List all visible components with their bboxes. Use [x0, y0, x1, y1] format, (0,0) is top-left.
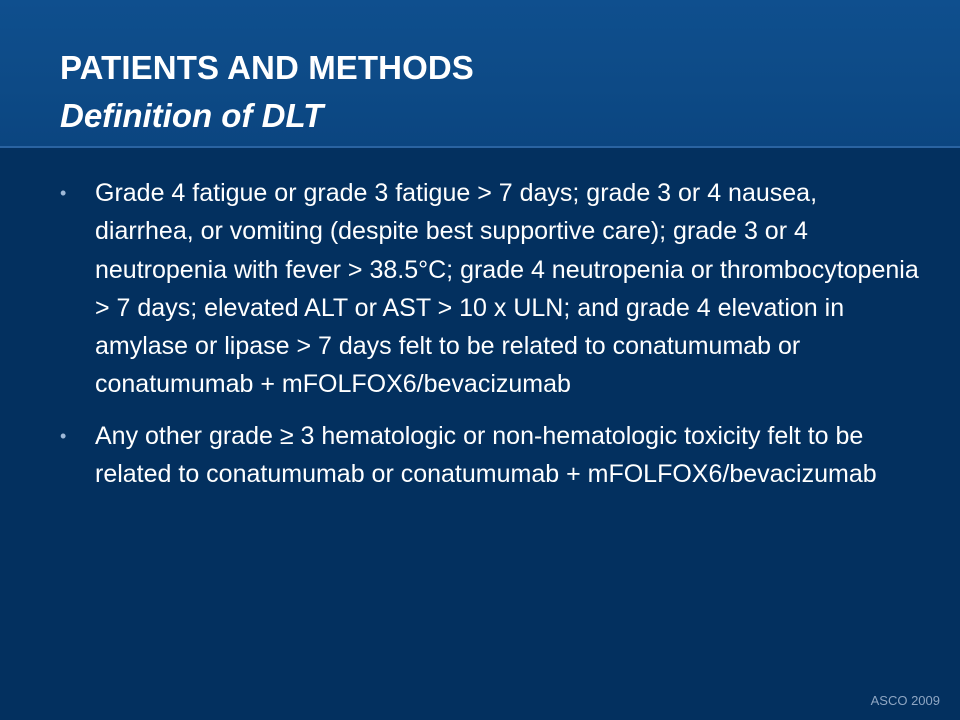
bullet-dot-icon: • [60, 183, 67, 203]
title-band [0, 0, 960, 148]
bullet-dot-icon: • [60, 425, 67, 446]
bullet-text: Any other grade ≥ 3 hematologic or non-hematologic toxicity felt to be related to conatumumab or conatumumab + mFOLFOX6/bevacizumab [95, 421, 877, 489]
bullet-item [60, 174, 920, 404]
bullet-item [60, 417, 920, 494]
bullet-text: Grade 4 fatigue or grade 3 fatigue > 7 days; grade 3 or 4 nausea, diarrhea, or vomiting (despite best supportive care); grade 3 or 4 neutropenia with fever > 38.5°C; grade 4 neutropenia or thrombocytopenia > 7 days; elevated ALT or AST > 10 x ULN; and grade 4 elevation in amylase or lipase > 7 days felt to be related to conatumumab or conatumumab + mFOLFOX6/bevacizumab [95, 179, 919, 399]
footer-label: ASCO 2009 [870, 693, 940, 708]
bullet-list [60, 174, 920, 506]
slide-title: PATIENTS AND METHODS [60, 49, 474, 86]
slide-subtitle: Definition of DLT [60, 97, 324, 134]
